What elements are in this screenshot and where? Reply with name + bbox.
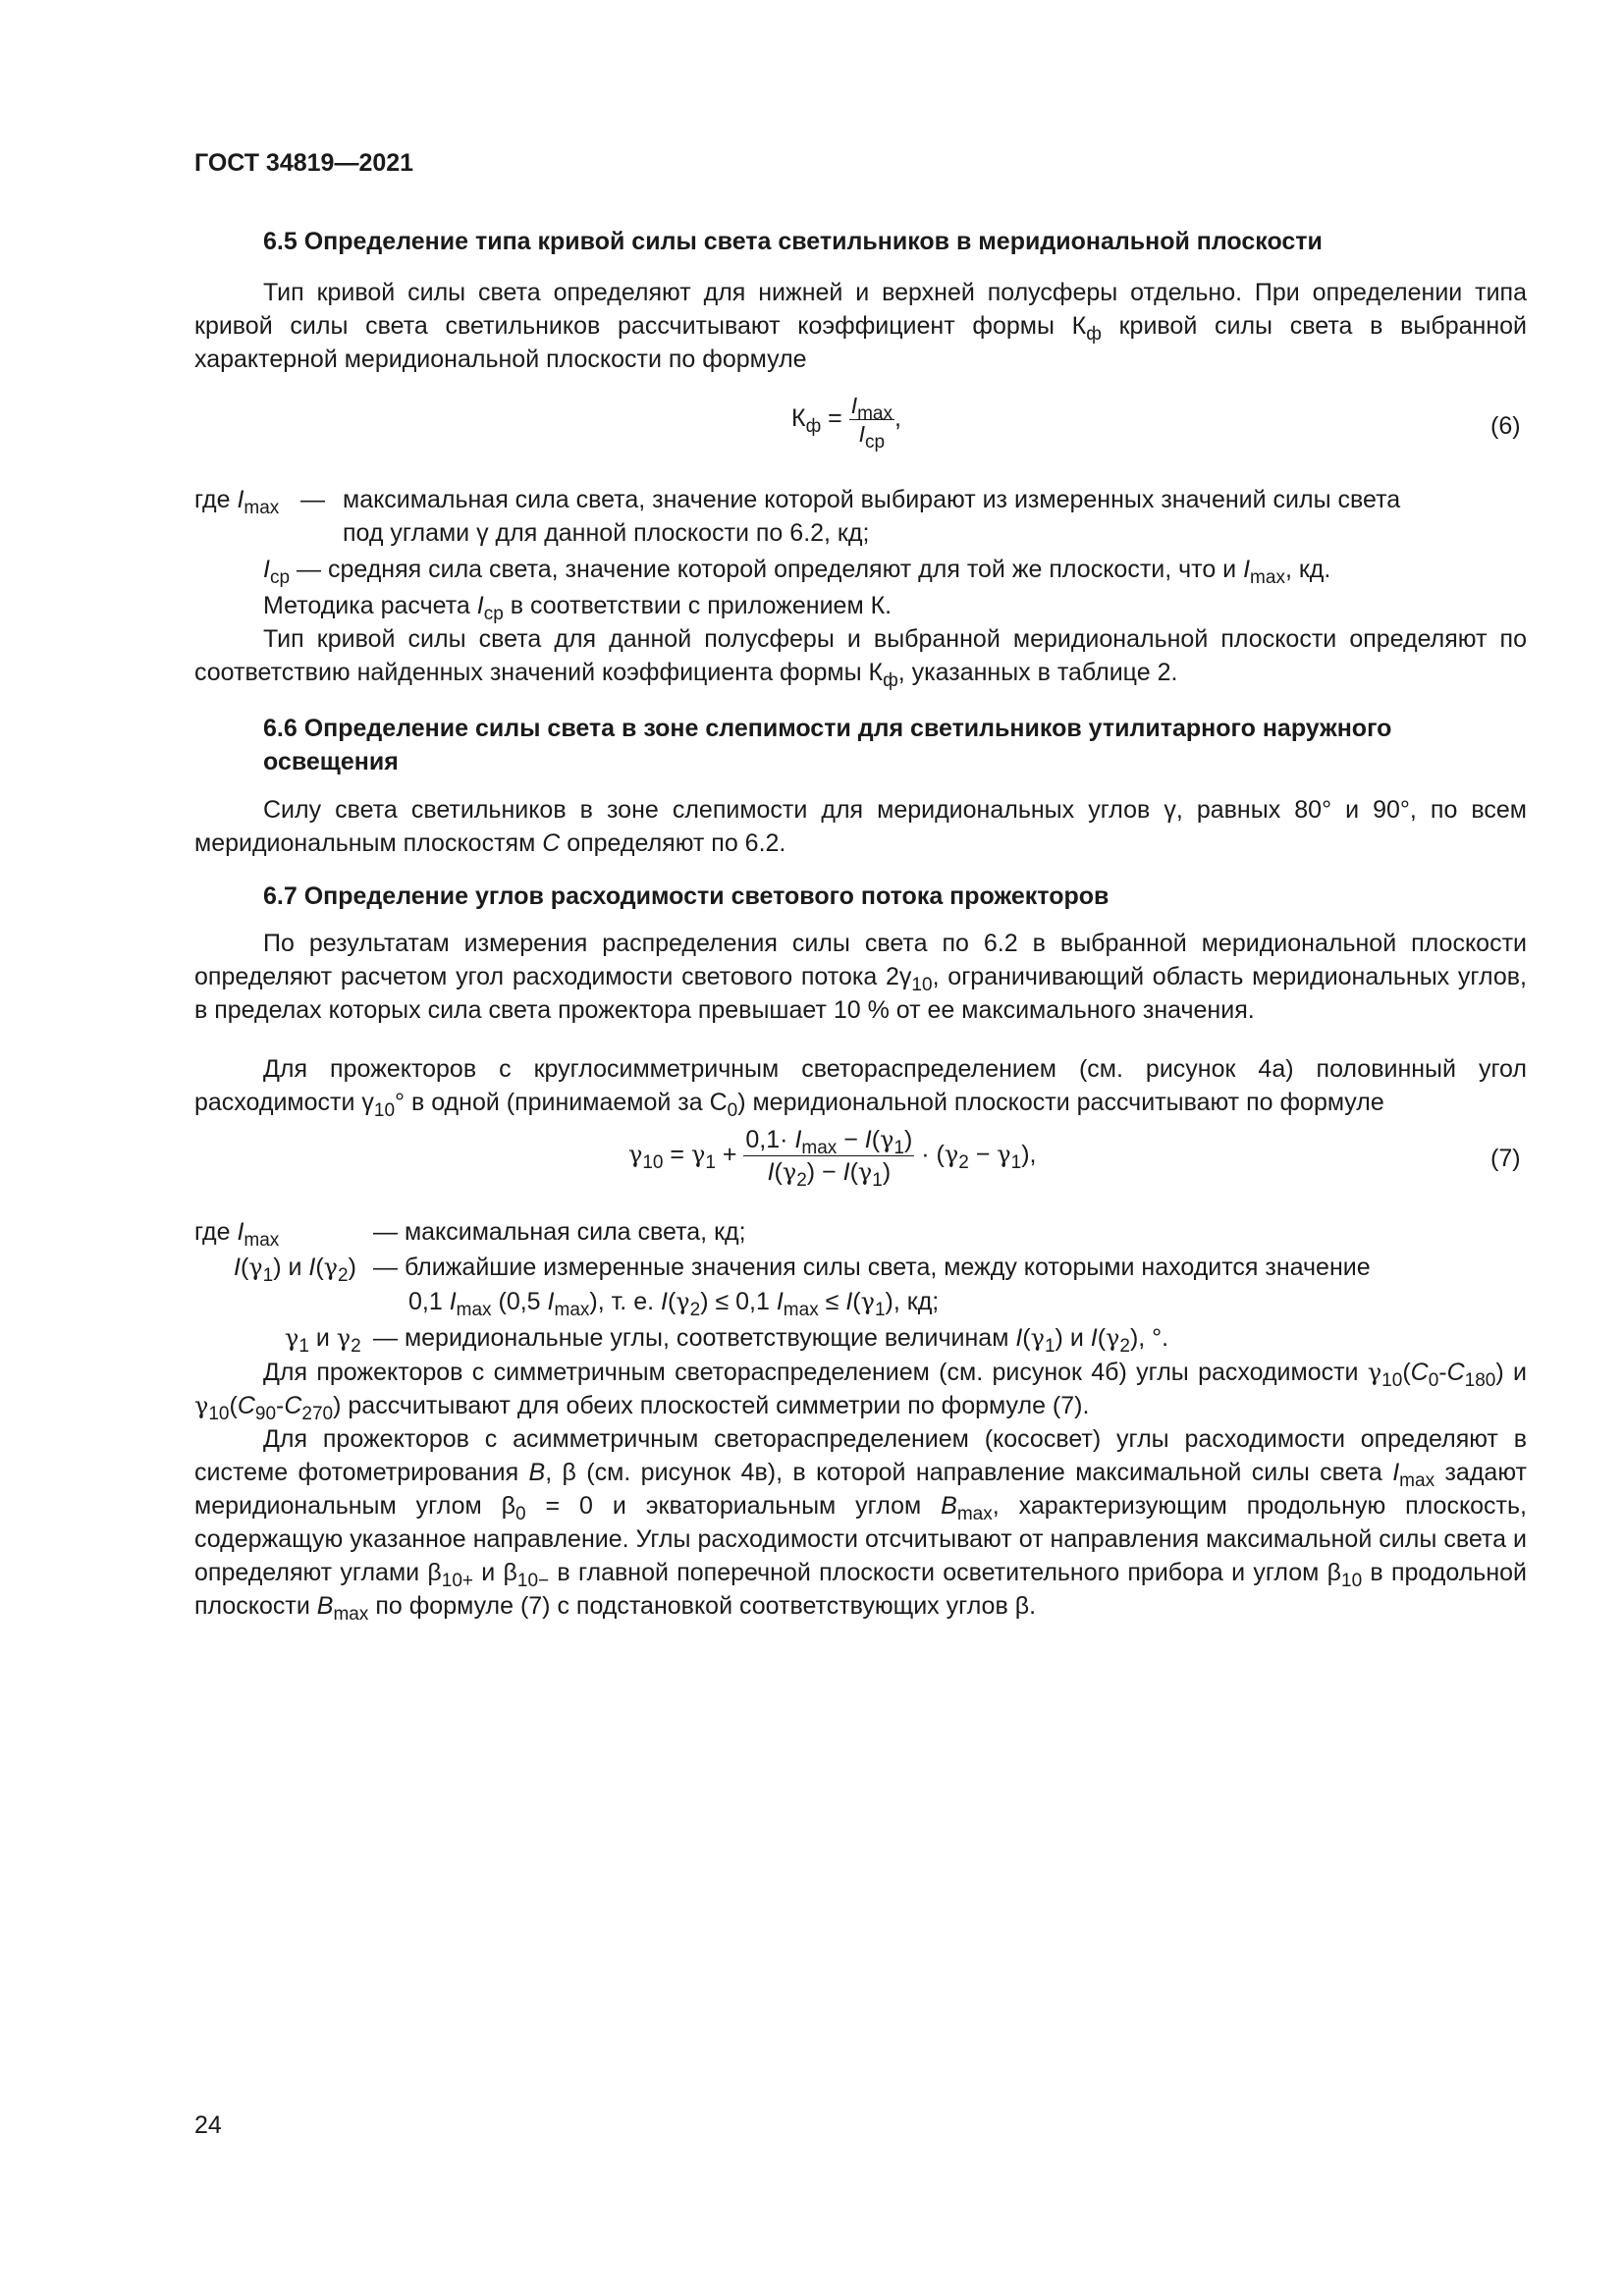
equation-number-6: (6) — [1490, 412, 1521, 440]
paragraph-6-7-intro: По результатам измерения распределения силы света по 6.2 в выбранной меридиональной плоскости определяют расчетом угол расходимости светового потока $2\gamma_{10}$, ограничивающий область меридиональных углов, в пределах которых сила света прожектора превышает 10 % от ее максимального значения. — [194, 930, 1528, 1024]
method-line: Методика расчета $I_{cp}$ в соответствии с приложением К. — [263, 592, 893, 624]
document-header: ГОСТ 34819—2021 — [194, 149, 414, 177]
paragraph-6-5-intro: Тип кривой силы света определяют для нижней и верхней полусферы отдельно. При определении типа кривой силы света светильников рассчитывают коэффициент формы $К_ф$ кривой силы света в выбранной характерной меридиональной плоскости по формуле — [194, 279, 1527, 373]
paragraph-6-7-asymmetric: Для прожекторов с асимметричным светораспределением (кососвет) углы расходимости определяют в системе фотометрирования B, β (см. рисунок 4в), в которой направление максимальной силы света $I_{max}$ задают меридиональным углом $\beta_0 = 0$ и экваториальным углом $B_{max}$, характеризующим продольную плоскость, содержащую указанное направление. Углы расходимости отсчитывают от направления максимальной силы света и определяют углами $\beta_{10+}$ и $\beta_{10-}$ в главной поперечной плоскости осветительного прибора и углом $\beta_{10}$ в продольной плоскости $B_{max}$ по формуле (7) с подстановкой соответствующих углов β. — [194, 1425, 1527, 1625]
where-dash-imax: — — [300, 486, 325, 513]
section-heading-6-7: 6.7 Определение углов расходимости светового потока прожекторов — [263, 882, 1110, 910]
section-heading-6-6: 6.6 Определение силы света в зоне слепимости для светильников утилитарного наружного освещения — [263, 715, 1392, 775]
where-label-imax-7: где $I_{max}$ — [194, 1218, 280, 1251]
formula-6: $К_ф$ = $\frac{I_{max}}{I_{cp}}$ , — [791, 393, 901, 453]
where-desc-gammas: — меридиональные углы, соответствующие величинам $I(\gamma_1)$ и $I(\gamma_2)$, °. — [373, 1324, 1169, 1357]
where-desc-imax: максимальная сила света, значение которой выбирают из измеренных значений силы света — [343, 486, 1401, 513]
where-desc-imax-cont: под углами γ для данной плоскости по 6.2, кд; — [343, 519, 870, 547]
where-desc-i-gamma: — ближайшие измеренные значения силы света, между которыми находится значение — [373, 1254, 1371, 1281]
paragraph-6-7-symmetric: Для прожекторов с симметричным светораспределением (см. рисунок 4б) углы расходимости $\gamma_{10}(C_0-C_{180})$ и $\gamma_{10}(C_{90}-C_{270})$ рассчитывают для обеих плоскостей симметрии по формуле (7). — [194, 1359, 1527, 1424]
where-label-i-gamma: $I(\gamma_1)$ и $I(\gamma_2)$ — [234, 1254, 356, 1286]
where-desc-i-gamma-cont: 0,1 $I_{max}$ (0,5 $I_{max}$), т. е. $I(\gamma_2) \le 0,1$ $I_{max} \le I(\gamma_1)$, кд; — [408, 1288, 940, 1320]
formula-7: $\gamma_{10} = \gamma_1$ + $\frac{0,1\cdot I_{max} - I(\gamma_1)}{I(\gamma_2) - I(\gamma_1)}$ · $(\gamma_2 - \gamma_1)$, — [628, 1126, 1037, 1191]
where-desc-imax-7: — максимальная сила света, кд; — [373, 1218, 746, 1246]
paragraph-6-6: Силу света светильников в зоне слепимости для меридиональных углов γ, равных 80° и 90°, по всем меридиональным плоскостям C определяют по 6.2. — [194, 796, 1527, 857]
where-label-imax: где $I_{max}$ — [194, 486, 280, 518]
page-number: 24 — [194, 2111, 222, 2139]
where-label-gammas: $\gamma_1$ и $\gamma_2$ — [285, 1324, 361, 1357]
paragraph-6-7-circular: Для прожекторов с круглосимметричным светораспределением (см. рисунок 4а) половинный угол расходимости $\gamma_{10}^\circ$ в одной (принимаемой за $С_0$) меридиональной плоскости рассчитывают по формуле — [194, 1055, 1527, 1121]
where-line-icp: $I_{cp}$ — средняя сила света, значение которой определяют для той же плоскости, что и $I_{max}$, кд. — [263, 556, 1331, 588]
paragraph-6-5-type: Тип кривой силы света для данной полусферы и выбранной меридиональной плоскости определяют по соответствию найденных значений коэффициента формы $К_ф$, указанных в таблице 2. — [194, 625, 1527, 691]
equation-number-7: (7) — [1490, 1145, 1521, 1172]
section-heading-6-5: 6.5 Определение типа кривой силы света светильников в меридиональной плоскости — [263, 228, 1323, 255]
